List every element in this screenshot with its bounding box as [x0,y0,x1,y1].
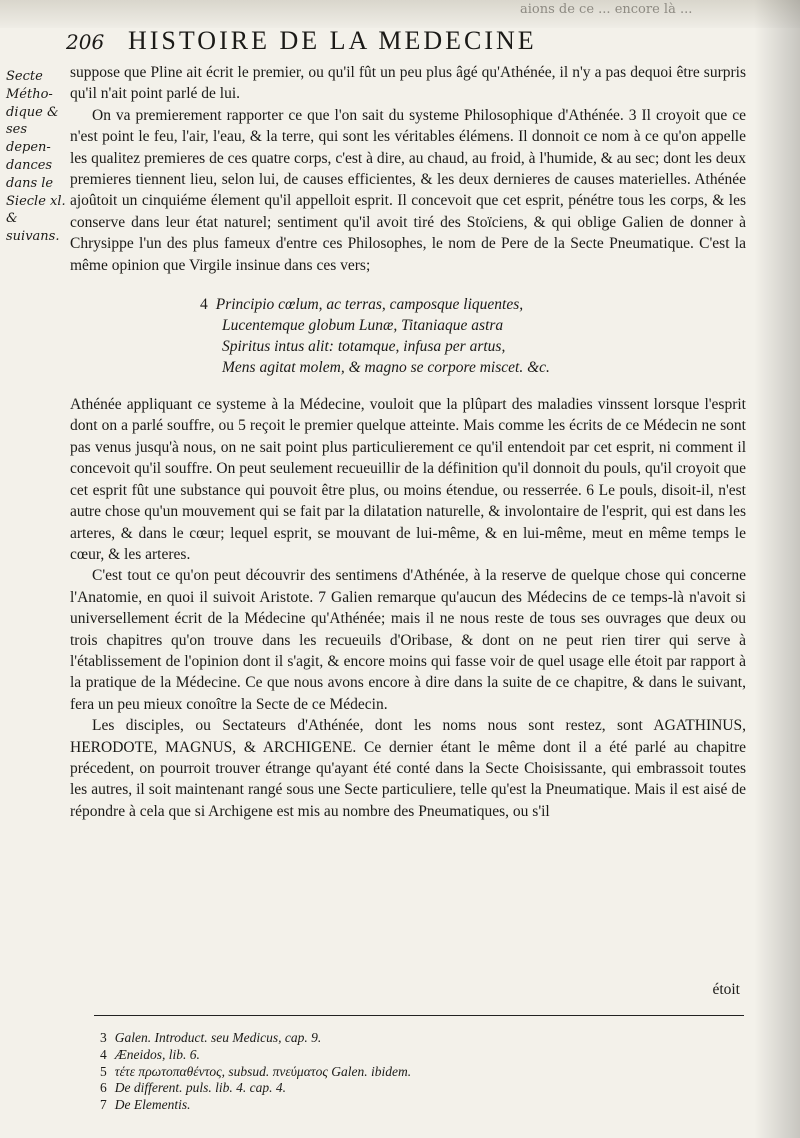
paragraph: C'est tout ce qu'on peut découvrir des sentimens d'Athénée, à la reserve de quelque chose qui concerne l'Anatomie, en quoi il suivoit Aristote. 7 Galien remarque qu'aucun des Médecins de ce temps-là n'avoit si universellement écrit de la Médecine qu'Athénée; mais il ne nous reste de tous ses ouvrages que deux ou trois chapitres qu'on trouve dans les recueuils d'Oribase, & dont on ne peut rien tirer qui serve à l'établissement de l'opinion dont il s'agit, & encore moins qui fasse voir de quel usage elle étoit par rapport à la pratique de la Médecine. Ce que nous avons encore à dire dans la suite de ce chapitre, & dans le suivant, fera un peu mieux conoître la Secte de ce Médecin. [70,567,746,713]
footnote-text: De Elementis. [114,1097,191,1113]
bleed-through-strip [0,0,800,28]
footnote-number: 5 [100,1063,107,1079]
footnote-text: De different. puls. lib. 4. cap. 4. [114,1080,286,1096]
verse-line: Lucentemque globum Lunæ, Titaniaque astra [222,317,504,335]
verse-line: Spiritus intus alit: totamque, infusa per artus, [222,338,506,356]
footnote [100,1064,740,1081]
body-text [70,62,746,822]
bleed-through-text: aions de ce ... encore là ... [520,2,693,17]
footnote [100,1047,740,1064]
page-number: 206 [66,30,105,54]
footnote [100,1097,740,1114]
footnotes [100,1030,740,1114]
footnote-number: 3 [100,1030,107,1045]
page-header [66,26,756,60]
verse-number: 4 [200,296,208,314]
paragraph: Athénée appliquant ce systeme à la Médecine, vouloit que la plûpart des maladies vinssent lorsque l'esprit dont on a parlé souffre, ou 5 reçoit le premier quelque atteinte. Mais comme les écrits de ce Médecin ne sont pas venus jusqu'à nous, on ne sait point plus particulierement ce qu'il entendoit par cet esprit, ni comment il concevoit qu'il souffre. On peut seulement recueuillir de la définition qu'il donnoit du pouls, qu'il croyoit que cet esprit fût une substance qui pouvoit être plus, ou moins étendue, ou resserrée. 6 Le pouls, disoit-il, n'est autre chose qu'un mouvement qui se fait par la dilatation naturelle, & involontaire de l'esprit, qui est dans les arteres, & dans le cœur; lequel esprit, se mouvant de lui-même, & en lui-même, meut en même temps le cœur, & les arteres. [70,396,746,563]
verse-line: Mens agitat molem, & magno se corpore miscet. &c. [222,359,550,377]
running-title: HISTOIRE DE LA MEDECINE [128,26,537,55]
verse-line: Principio cœlum, ac terras, camposque liquentes, [215,296,524,314]
footnote-text: Galen. Introduct. seu Medicus, cap. 9. [114,1030,322,1045]
paragraph: On va premierement rapporter ce que l'on sait du systeme Philosophique d'Athénée. 3 Il croyoit que ce n'est point le feu, l'air, l'eau, & la terre, qui sont les véritables élémens. Il donnoit ce nom à ce qu'on appelle les qualitez premieres de ces quatre corps, c'est à dire, au chaud, au froid, à l'humide, & au sec; dont les deux premieres tiennent lieu, selon lui, de causes efficientes, & les deux dernieres de causes materielles. Athénée ajoûtoit un cinquiéme élement qu'il appelloit esprit. Il concevoit que cet esprit, pénétre tous les corps, & les conserve dans leur état naturel; sentiment qu'il avoit tiré des Stoïciens, & qui oblige Galien de donner à Chrysippe l'un des plus fameux d'entre ces Philosophes, le nom de Pere de la Secte Pneumatique. C'est la même opinion que Virgile insinue dans ces vers; [70,106,746,274]
footnote-text: Æneidos, lib. 6. [114,1046,200,1062]
paragraph: suppose que Pline ait écrit le premier, ou qu'il fût un peu plus âgé qu'Athénée, il n'y a pas dequoi être surpris qu'il n'ait point parlé de lui. [70,64,746,103]
catchword: étoit [712,981,740,998]
footnote-number: 4 [100,1046,107,1062]
footnote-number: 6 [100,1080,107,1096]
footnote-rule [94,1015,744,1016]
footnote-text: τέτε πρωτοπαθέντος, subsud. πνεύματος Galen. ibidem. [114,1063,412,1079]
page-edge-shadow [754,0,800,1138]
footnote [100,1080,740,1097]
footnote [100,1030,740,1047]
verse-quote [200,294,746,378]
footnote-number: 7 [100,1097,107,1113]
paragraph: Les disciples, ou Sectateurs d'Athénée, dont les noms nous sont restez, sont AGATHINUS, HERODOTE, MAGNUS, & ARCHIGENE. Ce dernier étant le même dont il a été parlé au chapitre précedent, on pourroit trouver étrange qu'ayant été conté dans la Secte Choisissante, qui embrassoit toutes les autres, il soit maintenant rangé sous une Secte particuliere, telle qu'est la Pneumatique. Mais il est aisé de répondre à cela que si Archigene est mis au nombre des Pneumatiques, ou s'il [70,717,746,820]
margin-note: Secte Métho-dique & ses depen-dances dans le Siecle xl. & suivans. [6,69,66,245]
